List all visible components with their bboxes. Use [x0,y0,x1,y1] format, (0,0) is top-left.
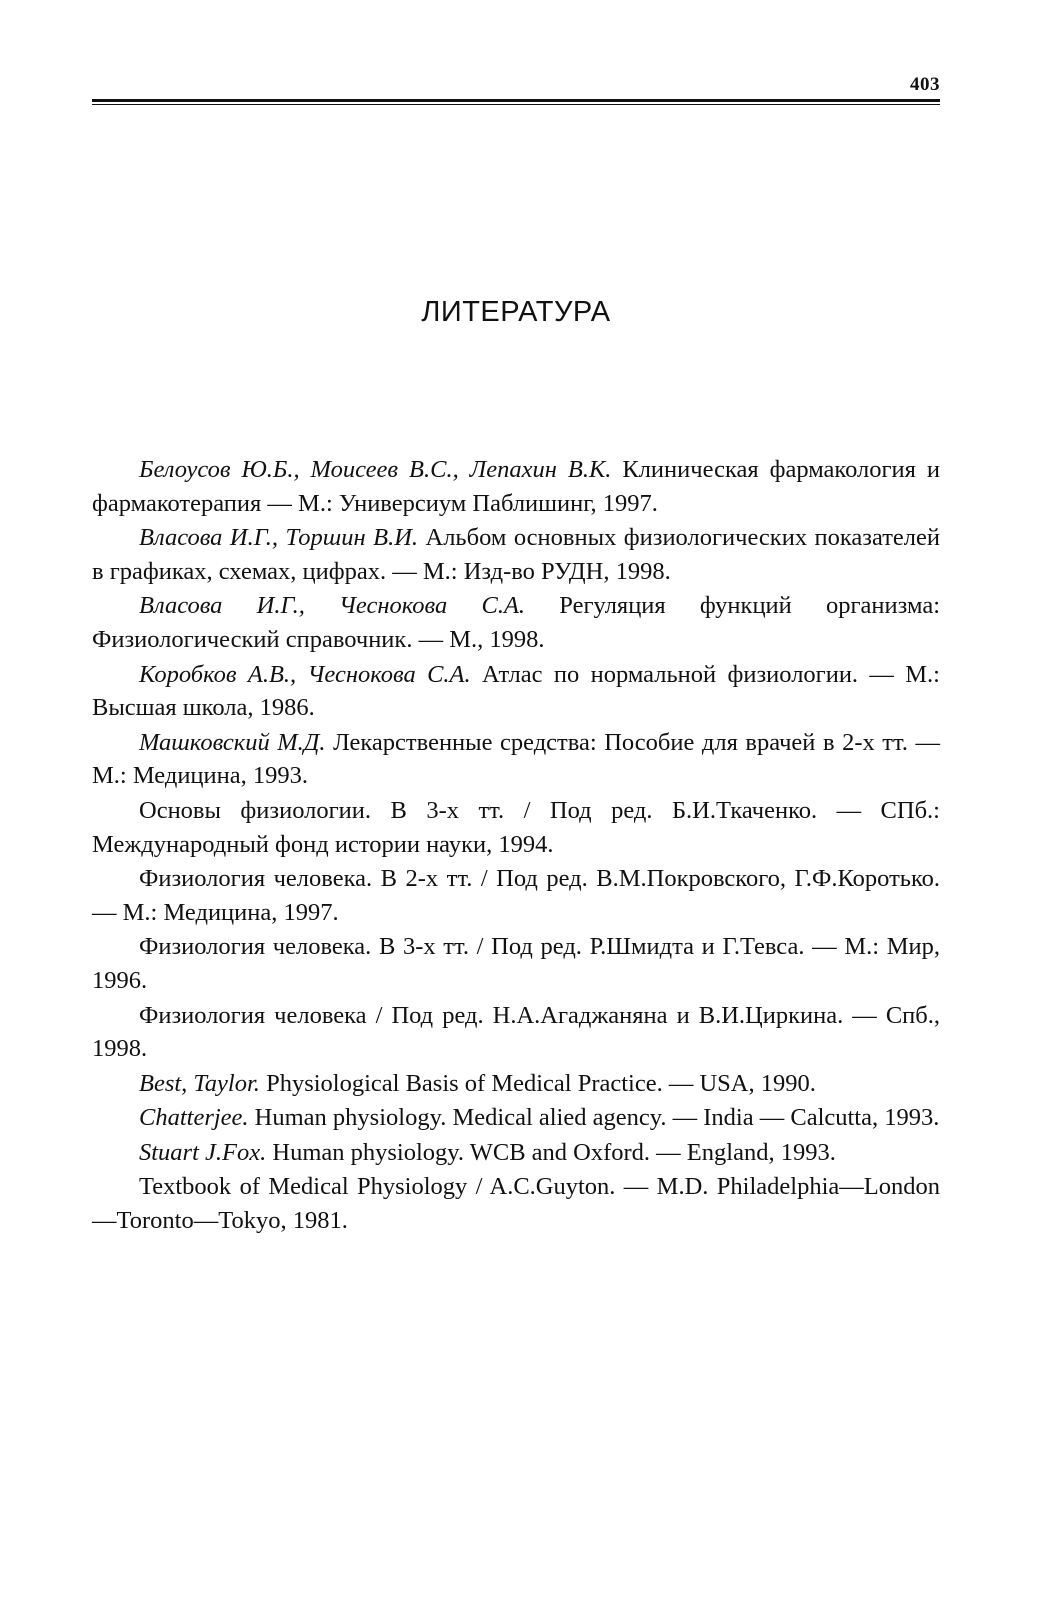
reference-item [92,726,940,793]
reference-item [92,1067,940,1101]
reference-text: Human physiology. Medical alied agency. — India — Calcutta, 1993. [254,1104,940,1132]
reference-text: Physiological Basis of Medical Practice. — USA, 1990. [266,1069,816,1097]
reference-text: Human physiology. WCB and Oxford. — England, 1993. [272,1138,836,1166]
reference-item [92,1101,940,1135]
reference-item [92,999,940,1066]
reference-item [92,930,940,997]
reference-item [92,1170,940,1237]
reference-authors: Chatterjee. [139,1104,249,1132]
reference-text: Лекарственные средства: Пособие для врачей в 2-х тт. — М.: Медицина, 1993. [92,728,940,790]
reference-item [92,1136,940,1170]
reference-text: Атлас по нормальной физиологии. — М.: Высшая школа, 1986. [92,660,940,722]
reference-text: Клиническая фармакология и фармакотерапия — М.: Универсиум Паблишинг, 1997. [92,456,941,517]
reference-authors: Машковский М.Д. [139,728,326,756]
header-rule-thin [92,104,940,105]
reference-text: Регуляция функций организма: Физиологический справочник. — М., 1998. [92,592,941,653]
reference-text: Альбом основных физиологических показателей в графиках, схемах, цифрах. — М.: Изд-во РУДН, 1998. [92,524,941,585]
reference-authors: Власова И.Г., Торшин В.И. [139,524,419,552]
reference-authors: Власова И.Г., Чеснокова С.А. [139,592,526,620]
reference-authors: Коробков А.В., Чеснокова С.А. [139,660,471,688]
reference-authors: Белоусов Ю.Б., Моисеев В.С., Лепахин В.К. [139,456,612,483]
reference-item [92,453,940,520]
reference-text: Физиология человека. В 2-х тт. / Под ред. В.М.Покровского, Г.Ф.Коротько. — М.: Медицина, 1997. [92,865,940,926]
reference-authors: Stuart J.Fox. [139,1138,267,1166]
reference-item [92,658,940,725]
reference-text: Физиология человека / Под ред. Н.А.Агаджаняна и В.И.Циркина. — Спб., 1998. [92,1001,940,1063]
reference-list [92,453,940,1239]
reference-text: Физиология человека. В 3-х тт. / Под ред. Р.Шмидта и Г.Тевса. — М.: Мир, 1996. [92,933,940,994]
chapter-title: ЛИТЕРАТУРА [421,296,611,328]
reference-text: Textbook of Medical Physiology / A.C.Guyton. — M.D. Philadelphia—London—Toronto—Tokyo, 1981. [92,1173,940,1235]
reference-item [92,862,940,929]
reference-authors: Best, Taylor. [139,1069,260,1097]
page-number: 403 [910,74,940,95]
header-rule-thick [92,99,940,102]
reference-item [92,794,940,861]
reference-item [92,521,940,588]
reference-text: Основы физиологии. В 3-х тт. / Под ред. Б.И.Ткаченко. — СПб.: Международный фонд истории науки, 1994. [92,796,940,858]
reference-item [92,589,940,656]
